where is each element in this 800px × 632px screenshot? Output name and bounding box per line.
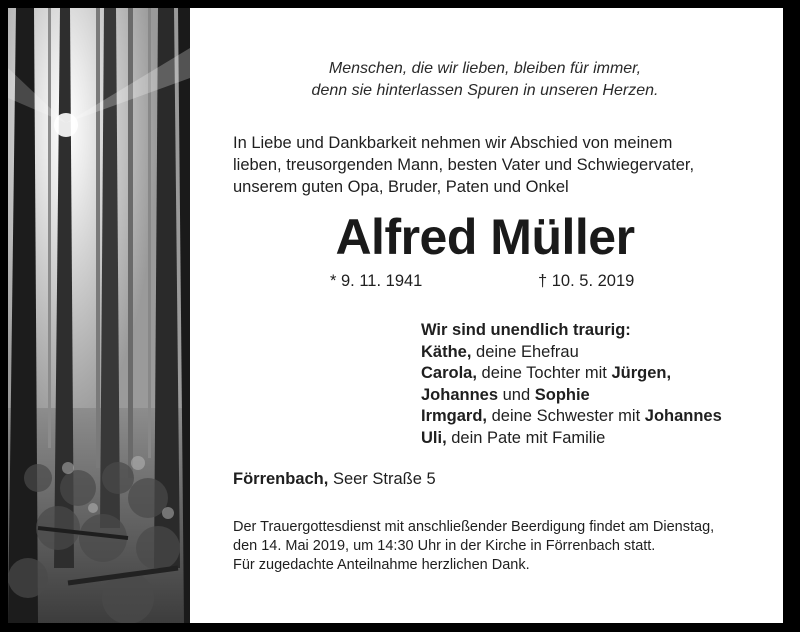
address (233, 470, 436, 489)
service-info (233, 518, 753, 575)
memorial-quote (205, 58, 765, 102)
deceased-name: Alfred Müller (335, 209, 635, 265)
quote-line-2: denn sie hinterlassen Spuren in unseren Herzen. (311, 82, 659, 99)
mourners-list (421, 320, 761, 449)
death-date: † 10. 5. 2019 (538, 272, 635, 290)
mourner-kaethe: Käthe, deine Ehefrau (421, 342, 579, 361)
mourner-uli: Uli, dein Pate mit Familie (421, 428, 606, 447)
farewell-intro (233, 132, 753, 198)
mourner-grandchildren: Johannes und Sophie (421, 385, 590, 404)
quote-line-1: Menschen, die wir lieben, bleiben für immer, (328, 60, 642, 77)
address-place: Förrenbach, (233, 470, 329, 488)
mourners-heading: Wir sind unendlich traurig: (421, 321, 631, 339)
service-line-1: Der Trauergottesdienst mit anschließender Beerdigung findet am Dienstag, (233, 519, 715, 535)
service-line-3: Für zugedachte Anteilnahme herzlichen Dank. (233, 557, 530, 573)
birth-date: * 9. 11. 1941 (330, 272, 423, 290)
mourner-irmgard: Irmgard, deine Schwester mit Johannes (421, 407, 722, 425)
forest-photo (8, 8, 190, 623)
service-line-2: den 14. Mai 2019, um 14:30 Uhr in der Kirche in Förrenbach statt. (233, 538, 656, 554)
mourner-carola: Carola, deine Tochter mit Jürgen, (421, 364, 672, 382)
intro-line-3: unserem guten Opa, Bruder, Paten und Onkel (233, 178, 569, 196)
address-street: Seer Straße 5 (328, 470, 436, 488)
intro-line-2: lieben, treusorgenden Mann, besten Vater und Schwiegervater, (233, 156, 695, 174)
intro-line-1: In Liebe und Dankbarkeit nehmen wir Abschied von meinem (233, 134, 673, 152)
notice-content (205, 0, 765, 632)
